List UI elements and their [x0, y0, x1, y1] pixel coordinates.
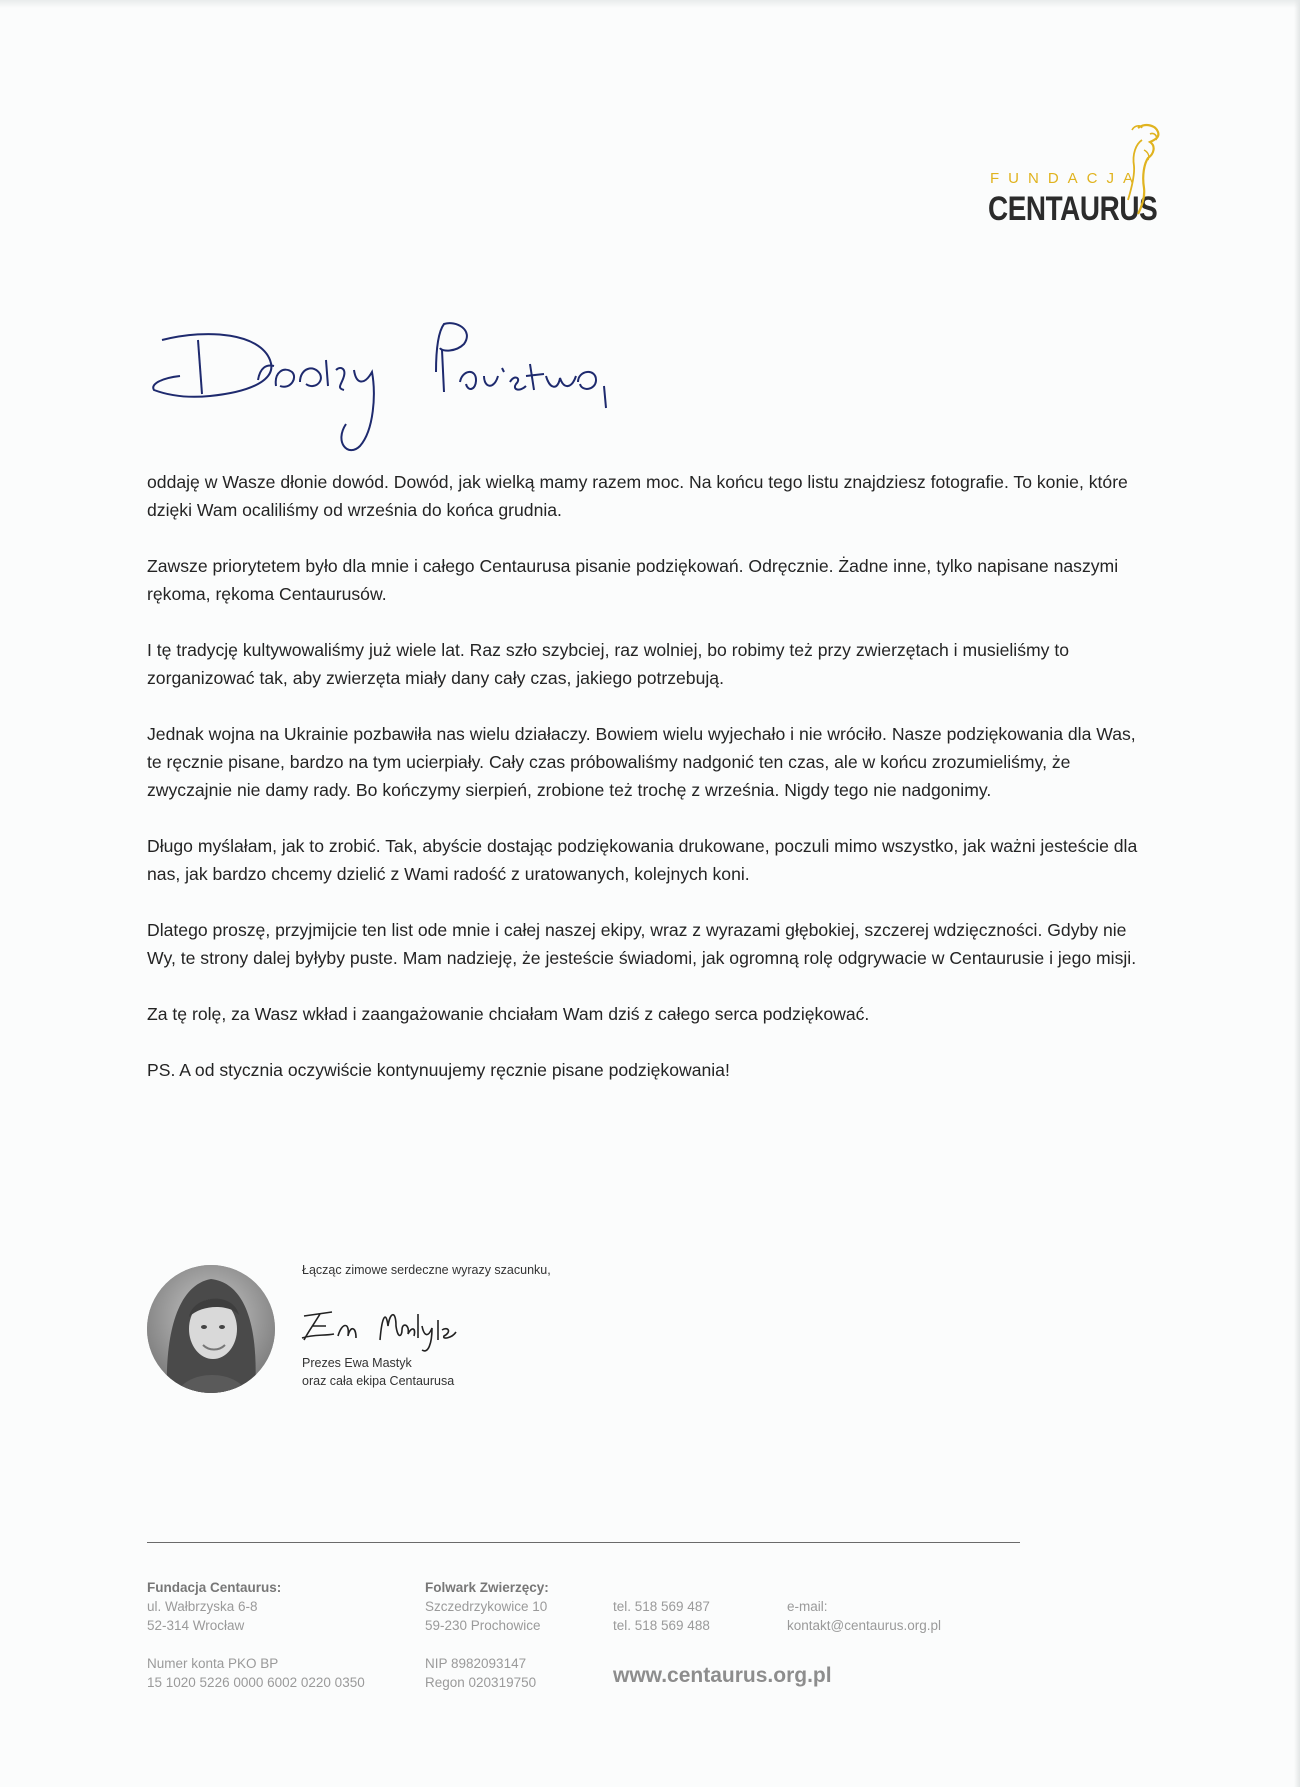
signer-name-line: Prezes Ewa Mastyk: [302, 1356, 412, 1370]
footer-address-line: Szczedrzykowice 10: [425, 1599, 548, 1614]
signer-title: [302, 1354, 454, 1390]
letter-body: [147, 468, 1152, 1112]
signer-team-line: oraz cała ekipa Centaurusa: [302, 1374, 455, 1388]
rearing-horse-icon: [1098, 120, 1168, 220]
footer-email-label: e-mail:: [787, 1599, 828, 1614]
scan-edge: [1294, 0, 1300, 1787]
footer-address-line: 59-230 Prochowice: [425, 1618, 541, 1633]
logo-fundacja-text: FUNDACJA: [990, 170, 1143, 187]
footer-foundation-heading: Fundacja Centaurus:: [147, 1580, 282, 1595]
paragraph: Za tę rolę, za Wasz wkład i zaangażowanie chciałam Wam dziś z całego serca podziękować.: [147, 1004, 870, 1024]
footer-address-line: 52-314 Wrocław: [147, 1618, 245, 1633]
paragraph: oddaję w Wasze dłonie dowód. Dowód, jak wielką mamy razem moc. Na końcu tego listu znajdziesz fotografie. To konie, które dzięki Wam ocaliliśmy od września do końca grudnia.: [147, 472, 1128, 520]
footer-website: www.centaurus.org.pl: [613, 1664, 832, 1687]
footer-farm-column: [425, 1578, 549, 1692]
footer-foundation-column: [147, 1578, 365, 1692]
footer-farm-heading: Folwark Zwierzęcy:: [425, 1580, 549, 1595]
footer-account-label: Numer konta PKO BP: [147, 1656, 279, 1671]
paragraph: Dlatego proszę, przyjmijcie ten list ode mnie i całej naszej ekipy, wraz z wyrazami głębokiej, szczerej wdzięczności. Gdyby nie Wy, te strony dalej byłyby puste. Mam nadzieję, że jesteście świadomi, jak ogromną rolę odgrywacie w Centaurusie i jego misji.: [147, 920, 1137, 968]
footer-account-number: 15 1020 5226 0000 6002 0220 0350: [147, 1675, 365, 1690]
handwritten-signature: [298, 1296, 478, 1356]
footer-regon: Regon 020319750: [425, 1675, 537, 1690]
footer-address-line: ul. Wałbrzyska 6-8: [147, 1599, 258, 1614]
author-photo: [147, 1265, 275, 1393]
handwritten-greeting: [150, 320, 750, 465]
logo-centaurus-text: CENTAURUS: [988, 190, 1158, 228]
footer-phone-column: [613, 1597, 710, 1635]
paragraph: I tę tradycję kultywowaliśmy już wiele lat. Raz szło szybciej, raz wolniej, bo robimy też przy zwierzętach i musieliśmy to zorganizować tak, aby zwierzęta miały dany cały czas, jakiego potrzebują.: [147, 640, 1070, 688]
paragraph: PS. A od stycznia oczywiście kontynuujemy ręcznie pisane podziękowania!: [147, 1060, 730, 1080]
paragraph: Zawsze priorytetem było dla mnie i całego Centaurusa pisanie podziękowań. Odręcznie. Żadne inne, tylko napisane naszymi rękoma, rękoma Centaurusów.: [147, 556, 1119, 604]
paragraph: Długo myślałam, jak to zrobić. Tak, abyście dostając podziękowania drukowane, poczuli mimo wszystko, jak ważni jesteście dla nas, jak bardzo chcemy dzielić z Wami radość z uratowanych, kolejnych koni.: [147, 836, 1138, 884]
footer-phone: tel. 518 569 488: [613, 1618, 710, 1633]
closing-line: Łącząc zimowe serdeczne wyrazy szacunku,: [302, 1263, 551, 1277]
paragraph: Jednak wojna na Ukrainie pozbawiła nas wielu działaczy. Bowiem wielu wyjechało i nie wróciło. Nasze podziękowania dla Was, te ręcznie pisane, bardzo na tym ucierpiały. Cały czas próbowaliśmy nadgonić ten czas, ale w końcu zrozumieliśmy, że zwyczajnie nie damy rady. Bo kończymy sierpień, zrobione też trochę z września. Nigdy tego nie nadgonimy.: [147, 724, 1136, 800]
footer-nip: NIP 8982093147: [425, 1656, 527, 1671]
scan-edge: [0, 0, 1300, 8]
centaurus-logo: [980, 120, 1180, 230]
portrait-image: [147, 1265, 275, 1393]
footer-email-column: [787, 1597, 941, 1635]
footer-phone: tel. 518 569 487: [613, 1599, 710, 1614]
footer-divider: [147, 1542, 1020, 1543]
footer-email: kontakt@centaurus.org.pl: [787, 1618, 942, 1633]
